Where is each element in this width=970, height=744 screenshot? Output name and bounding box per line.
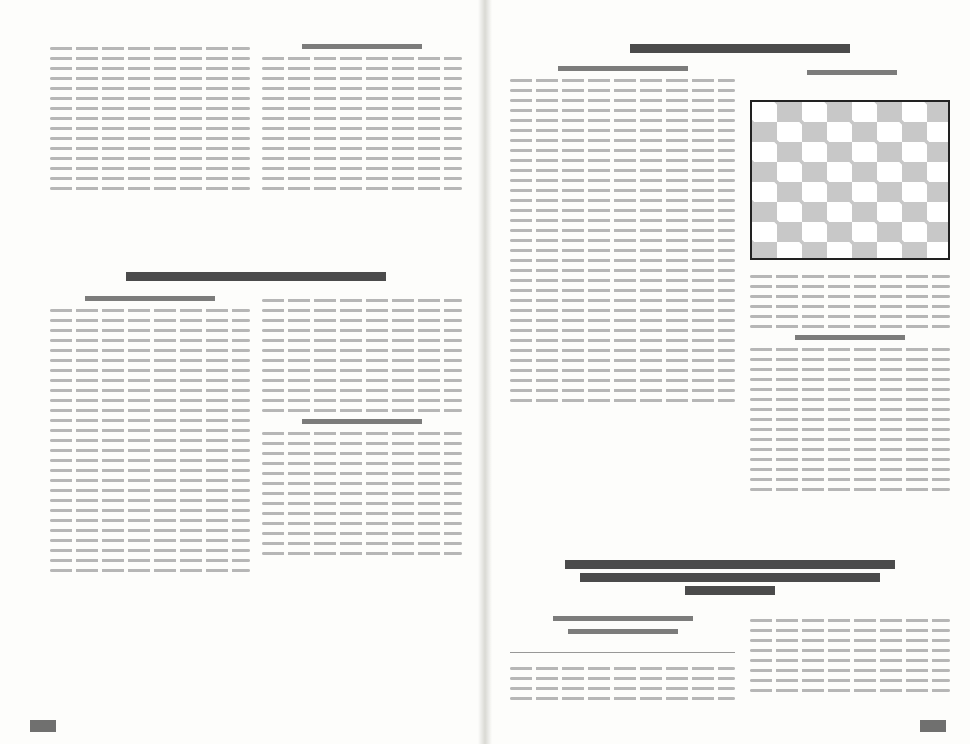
right-column-bottom — [750, 612, 950, 699]
right-page-number — [920, 720, 946, 732]
left-column-top — [50, 40, 250, 197]
section-heading-2 — [510, 556, 950, 603]
diagram-caption — [762, 66, 942, 83]
right-column-top — [262, 40, 462, 197]
book-gutter — [478, 0, 492, 744]
right-column-bottom — [262, 292, 462, 562]
left-page-number — [30, 720, 56, 732]
left-column-bottom — [510, 612, 735, 707]
chess-diagram — [750, 100, 950, 260]
section-heading — [50, 268, 462, 289]
section-heading — [510, 40, 950, 61]
right-page — [500, 0, 970, 744]
left-column-bottom — [50, 292, 250, 579]
right-column-top — [750, 268, 950, 498]
left-page — [0, 0, 470, 744]
left-column-top — [510, 62, 735, 409]
